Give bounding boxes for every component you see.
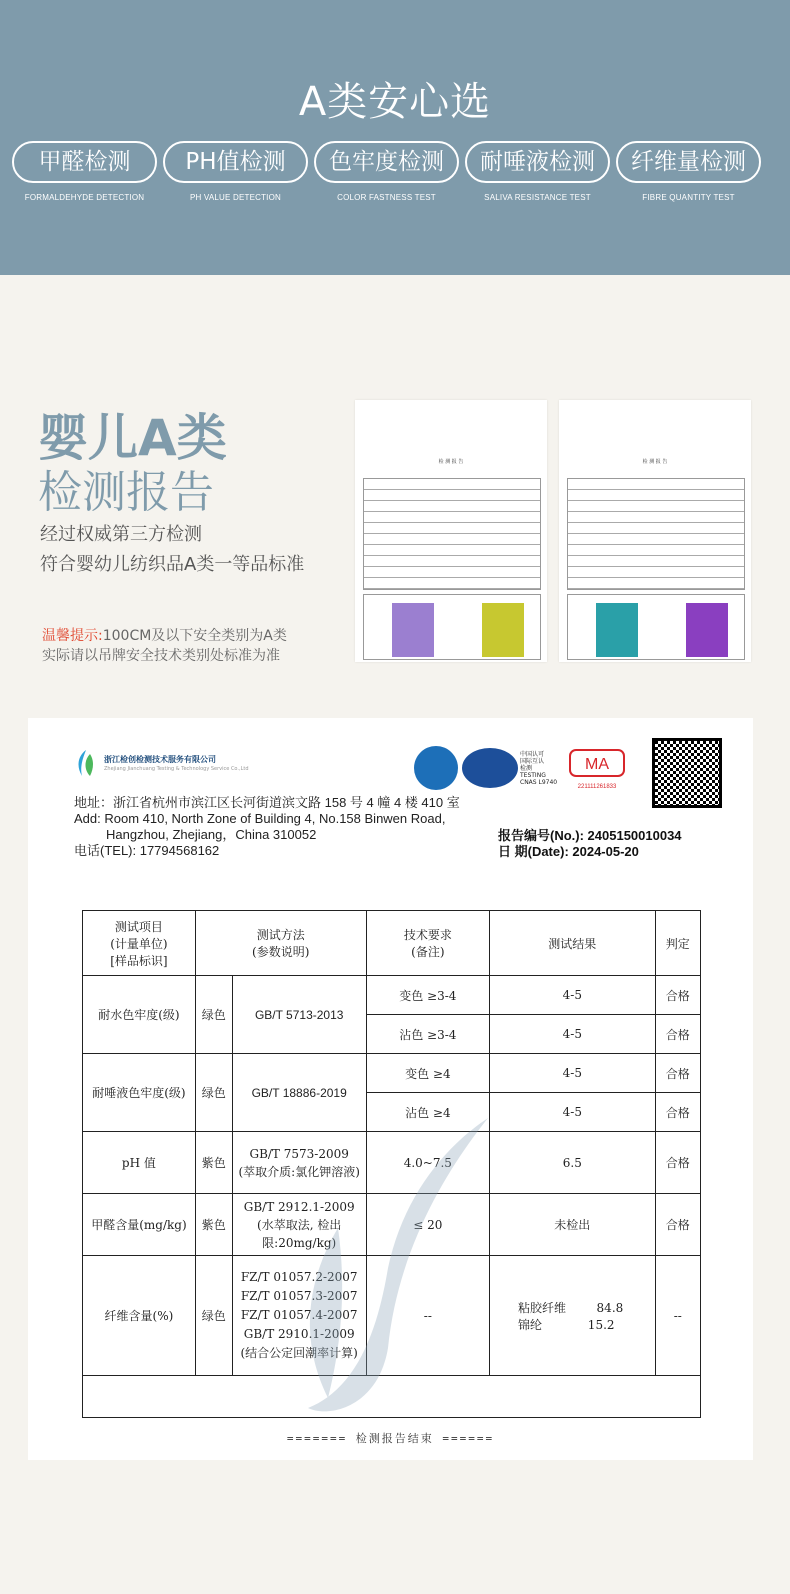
table-row [83, 976, 701, 1015]
test-pill-fibre [616, 141, 761, 202]
company-address [74, 795, 460, 859]
row-judge: 合格 [655, 1093, 700, 1132]
row-result: 粘胶纤维 84.8 锦纶 15.2 [490, 1256, 656, 1376]
section-heading-2: 检测报告 [38, 467, 214, 518]
hero-title: A类安心选 [298, 79, 492, 125]
test-category-list [12, 141, 782, 221]
company-name-en: Zhejiang Jianchuang Testing & Technology Service Co.,Ltd [104, 766, 249, 772]
row-req: 变色 ≥4 [366, 1054, 489, 1093]
test-pill-sub: COLOR FASTNESS TEST [337, 193, 436, 202]
empty-cell [83, 1376, 701, 1418]
address-en-1: Add: Room 410, North Zone of Building 4, No.158 Binwen Road, [74, 811, 446, 826]
row-method: GB/T 5713-2013 [232, 976, 366, 1054]
row-method: GB/T 7573-2009 (萃取介质:氯化钾溶液) [232, 1132, 366, 1194]
row-item: 纤维含量(%) [83, 1256, 196, 1376]
company-name-cn: 浙江检创检测技术服务有限公司 [104, 755, 216, 764]
report-date: 日 期(Date): 2024-05-20 [498, 844, 639, 859]
test-pill-label: 纤维量检测 [616, 141, 761, 183]
svg-text:中国认可 国际互认 检测: 中国认可 国际互认 检测 TESTING CNAS L9740 [520, 751, 558, 786]
test-pill-formaldehyde [12, 141, 157, 202]
row-req: 变色 ≥3-4 [366, 976, 489, 1015]
table-row [83, 1054, 701, 1093]
header-requirement: 技术要求 (备注) [366, 911, 489, 976]
test-pill-sub: PH VALUE DETECTION [189, 193, 282, 202]
warm-tip [42, 626, 287, 666]
row-color: 紫色 [195, 1132, 232, 1194]
test-pill-sub: FORMALDEHYDE DETECTION [24, 193, 145, 202]
test-pill-sub: SALIVA RESISTANCE TEST [484, 193, 591, 202]
address-en-2: Hangzhou, Zhejiang，China 310052 [106, 827, 317, 842]
row-judge: 合格 [655, 1132, 700, 1194]
test-pill-label: 色牢度检测 [314, 141, 459, 183]
row-req: 4.0~7.5 [366, 1132, 489, 1194]
section-desc-1: 经过权威第三方检测 [40, 524, 202, 545]
row-req: ≤ 20 [366, 1194, 489, 1256]
row-judge: 合格 [655, 1194, 700, 1256]
address-cn: 地址：浙江省杭州市滨江区长河街道滨文路 158 号 4 幢 4 楼 410 室 [74, 795, 460, 810]
sample-photo-teal [596, 603, 638, 657]
sample-photo-green [482, 603, 524, 657]
thumb-sample-photos [567, 594, 745, 660]
thumb-table [567, 478, 745, 590]
tip-label: 温馨提示: [42, 628, 103, 644]
test-pill-color [314, 141, 459, 202]
test-pill-sub: FIBRE QUANTITY TEST [642, 193, 735, 202]
test-pill-label: PH值检测 [163, 141, 308, 183]
row-color: 紫色 [195, 1194, 232, 1256]
qr-code[interactable] [652, 738, 722, 808]
header-test-method: 测试方法 (参数说明) [195, 911, 366, 976]
table-row-empty [83, 1376, 701, 1418]
table-row [83, 1194, 701, 1256]
thumb-title: 检 测 报 告 [642, 459, 668, 465]
row-item: 甲醛含量(mg/kg) [83, 1194, 196, 1256]
row-judge: 合格 [655, 1054, 700, 1093]
row-method: GB/T 2912.1-2009 (水萃取法, 检出限:20mg/kg) [232, 1194, 366, 1256]
cnas-text-1: 中国认可 [520, 751, 545, 758]
table-row [83, 1132, 701, 1194]
row-method: GB/T 18886-2019 [232, 1054, 366, 1132]
test-pill-saliva [465, 141, 610, 202]
section-heading-1: 婴儿A类 [38, 409, 227, 467]
sample-photo-purple [392, 603, 434, 657]
test-report-document [28, 718, 753, 1460]
report-meta [498, 828, 682, 860]
row-color: 绿色 [195, 976, 232, 1054]
row-req: 沾色 ≥3-4 [366, 1015, 489, 1054]
row-result: 6.5 [490, 1132, 656, 1194]
table-header-row [83, 911, 701, 976]
row-result: 4-5 [490, 1093, 656, 1132]
tip-line-1: 100CM及以下安全类别为A类 [102, 628, 287, 644]
sample-photo-purple [686, 603, 728, 657]
row-judge: 合格 [655, 976, 700, 1015]
test-pill-ph [163, 141, 308, 202]
test-pill-label: 耐唾液检测 [465, 141, 610, 183]
row-item: 耐水色牢度(级) [83, 976, 196, 1054]
cma-code: 221111261833 [577, 784, 617, 790]
row-method: FZ/T 01057.2-2007 FZ/T 01057.3-2007 FZ/T 01057.4-2007 GB/T 2910.1-2009 (结合公定回潮率计算) [232, 1256, 366, 1376]
tip-line-2: 实际请以吊牌安全技术类别处标准为准 [42, 648, 280, 664]
company-logo-icon [72, 748, 100, 778]
row-judge: 合格 [655, 1015, 700, 1054]
row-judge: -- [655, 1256, 700, 1376]
certification-logos [414, 744, 628, 792]
svg-text:MA: MA [585, 756, 609, 773]
cnas-icon [462, 748, 518, 788]
telephone: 电话(TEL): 17794568162 [74, 843, 220, 858]
report-thumbnail-2[interactable] [559, 400, 751, 662]
thumb-title: 检 测 报 告 [438, 459, 464, 465]
test-pill-label: 甲醛检测 [12, 141, 157, 183]
row-result: 未检出 [490, 1194, 656, 1256]
row-result: 4-5 [490, 1054, 656, 1093]
test-results-table [82, 910, 701, 1418]
row-item: 耐唾液色牢度(级) [83, 1054, 196, 1132]
table-row [83, 1256, 701, 1376]
ilac-mra-icon [414, 746, 458, 790]
report-end-marker: ======= 检测报告结束 ====== [286, 1432, 495, 1445]
row-item: pH 值 [83, 1132, 196, 1194]
hero-banner [0, 0, 790, 275]
report-number: 报告编号(No.): 2405150010034 [498, 828, 682, 843]
row-result: 4-5 [490, 1015, 656, 1054]
thumb-table [363, 478, 541, 590]
report-thumbnail-1[interactable] [355, 400, 547, 662]
header-test-item: 测试项目 (计量单位) [样品标识] [83, 911, 196, 976]
row-color: 绿色 [195, 1054, 232, 1132]
thumb-sample-photos [363, 594, 541, 660]
row-req: 沾色 ≥4 [366, 1093, 489, 1132]
row-color: 绿色 [195, 1256, 232, 1376]
header-result: 测试结果 [490, 911, 656, 976]
row-req: -- [366, 1256, 489, 1376]
section-desc-2: 符合婴幼儿纺织品A类一等品标准 [40, 554, 305, 575]
header-judgement: 判定 [655, 911, 700, 976]
row-result: 4-5 [490, 976, 656, 1015]
